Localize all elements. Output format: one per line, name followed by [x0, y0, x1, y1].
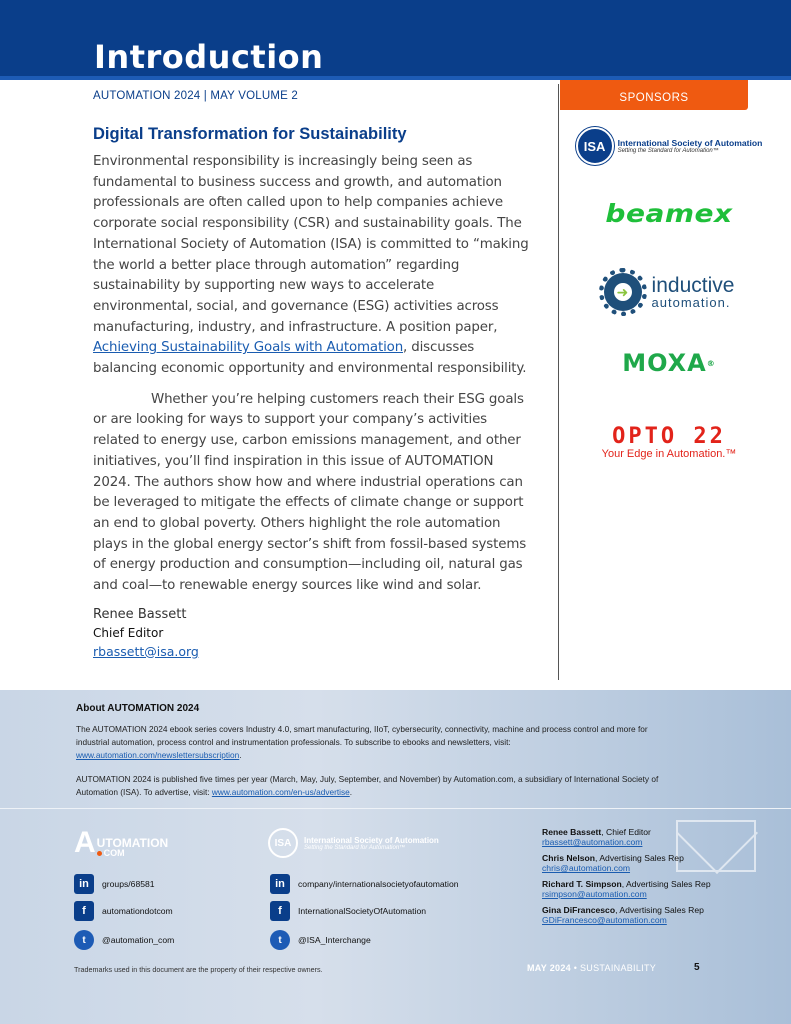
footer-separator: • — [570, 963, 580, 973]
contact-email-link[interactable]: rbassett@automation.com — [542, 837, 643, 847]
contact-title: , Advertising Sales Rep — [595, 853, 684, 863]
opto22-name: OPTO 22 — [612, 424, 726, 450]
contact-email-link[interactable]: chris@automation.com — [542, 863, 631, 873]
page-footer-label — [527, 963, 656, 973]
newsletter-subscription-link[interactable]: www.automation.com/newslettersubscription — [76, 750, 240, 760]
about-p1-end: . — [239, 750, 242, 760]
sustainability-paper-link[interactable]: Achieving Sustainability Goals with Automation — [93, 340, 404, 356]
contact-title: , Advertising Sales Rep — [615, 905, 704, 915]
about-paragraph-1 — [76, 723, 676, 762]
column-divider — [558, 84, 559, 680]
contact-email-link[interactable]: GDiFrancesco@automation.com — [542, 915, 667, 925]
isa-name: International Society of Automation — [617, 138, 763, 148]
isa-footer-logo[interactable] — [268, 828, 439, 858]
arrow-right-icon: ➜ — [614, 283, 632, 301]
isa-footer-tagline: Setting the Standard for Automation™ — [304, 844, 406, 851]
about-paragraph-2 — [76, 773, 676, 799]
footer-section: SUSTAINABILITY — [580, 963, 657, 973]
opto22-tagline: Your Edge in Automation.™ — [601, 448, 737, 461]
isa-twitter-text: @ISA_Interchange — [298, 935, 371, 945]
auto-linkedin-text: groups/68581 — [102, 879, 155, 889]
about-p1-text: The AUTOMATION 2024 ebook series covers Industry 4.0, smart manufacturing, IIoT, cybersecurity, connectivity, machine and process control and more for industrial automation, process control and instrumentation professionals. To subscribe to ebooks and newsletters, visit: — [76, 724, 648, 747]
author-name: Renee Bassett — [93, 606, 187, 622]
about-p2-text: AUTOMATION 2024 is published five times per year (March, May, July, September, and November) by Automation.com, a subsidiary of International Society of Automation (ISA). To advertise, visit: — [76, 774, 659, 797]
isa-linkedin-link[interactable] — [270, 874, 459, 894]
opto22-sponsor-logo[interactable] — [560, 424, 778, 464]
contact-item — [542, 853, 762, 873]
gear-icon — [604, 273, 642, 311]
contact-name: Renee Bassett — [542, 827, 602, 837]
footer-issue: MAY 2024 — [527, 963, 571, 973]
article — [93, 125, 533, 660]
isa-facebook-link[interactable] — [270, 901, 426, 921]
inductive-automation-sponsor-logo[interactable] — [560, 270, 778, 314]
p1-text: Environmental responsibility is increasingly being seen as fundamental to business success and growth, and automation professionals are often called upon to help companies achieve corporate social responsibility (CSR) and sustainability goals. The International Society of Automation (ISA) is committed to “making the world a better place through automation” regarding sustainability by supporting new ways to accelerate environmental, social, and governance (ESG) activities across manufacturing, industry, and infrastructure. A position paper, — [93, 154, 529, 335]
isa-twitter-link[interactable] — [270, 930, 371, 950]
contact-item — [542, 905, 762, 925]
author-email-link[interactable]: rbassett@isa.org — [93, 643, 199, 659]
automation-logo-line2: COM — [103, 848, 125, 858]
contact-name: Gina DiFrancesco — [542, 905, 616, 915]
isa-tagline: Setting the Standard for Automation™ — [617, 148, 719, 154]
contact-item — [542, 827, 762, 847]
isa-linkedin-text: company/internationalsocietyofautomation — [298, 879, 459, 889]
contact-email-link[interactable]: rsimpson@automation.com — [542, 889, 647, 899]
p1-text-end: , discusses balancing economic opportunity and environmental responsibility. — [93, 340, 527, 377]
about-p2-end: . — [349, 787, 353, 797]
article-paragraph-1 — [93, 152, 533, 380]
contact-title: , Advertising Sales Rep — [621, 879, 711, 889]
contact-item — [542, 879, 762, 899]
twitter-icon: t — [270, 930, 290, 950]
trademark-notice: Trademarks used in this document are the property of their respective owners. — [74, 965, 323, 974]
facebook-icon: f — [270, 901, 290, 921]
about-title: About AUTOMATION 2024 — [76, 703, 200, 714]
isa-facebook-text: InternationalSocietyOfAutomation — [298, 906, 427, 916]
moxa-sponsor-logo[interactable] — [560, 350, 778, 376]
author-role: Chief Editor — [93, 625, 164, 640]
sponsors-tab: SPONSORS — [560, 84, 748, 110]
contact-name: Richard T. Simpson — [542, 879, 622, 889]
auto-linkedin-link[interactable] — [74, 874, 155, 894]
linkedin-icon: in — [270, 874, 290, 894]
isa-badge-icon: ISA — [576, 127, 614, 165]
inductive-line1: inductive — [651, 274, 735, 297]
contact-title: , Chief Editor — [601, 827, 651, 837]
facebook-icon: f — [74, 901, 94, 921]
header-bar — [0, 0, 791, 80]
contacts-list — [542, 827, 762, 931]
auto-facebook-text: automationdotcom — [102, 906, 173, 916]
footer-divider — [0, 808, 791, 809]
article-heading: Digital Transformation for Sustainability — [93, 125, 407, 143]
article-paragraph-2: Whether you’re helping customers reach their ESG goals or are looking for ways to support your company’s activities related to energy use, carbon emissions management, and other initiatives, you’ll find inspiration in this issue of AUTOMATION 2024. The authors show how and where industrial operations can be leveraged to mitigate the effects of climate change or support an end to global poverty. Others highlight the role automation plays in the global energy sector’s shift from fossil-based systems of energy production and consumption—including oil, natural gas and coal—to renewable energy sources like wind and solar. — [93, 391, 527, 594]
isa-footer-badge-icon: ISA — [268, 828, 298, 858]
advertise-link[interactable]: www.automation.com/en-us/advertise — [211, 787, 350, 797]
contact-name: Chris Nelson — [542, 853, 596, 863]
moxa-name: MOXA — [622, 349, 707, 377]
automation-logo-letter: A — [74, 826, 96, 859]
page-number: 5 — [694, 962, 700, 973]
auto-facebook-link[interactable] — [74, 901, 173, 921]
inductive-line2: automation. — [651, 295, 731, 310]
issue-line: AUTOMATION 2024 | MAY VOLUME 2 — [93, 90, 298, 102]
orange-dot-icon — [97, 851, 102, 856]
linkedin-icon: in — [74, 874, 94, 894]
isa-footer-name: International Society of Automation — [304, 835, 439, 845]
isa-sponsor-logo[interactable] — [560, 124, 778, 168]
moxa-registered-mark: ® — [706, 358, 716, 368]
beamex-sponsor-logo[interactable]: beamex — [605, 198, 733, 228]
automation-com-logo[interactable] — [74, 826, 169, 859]
automation-logo-line1: UTOMATION — [96, 836, 169, 850]
signature — [93, 607, 533, 660]
auto-twitter-text: @automation_com — [102, 935, 175, 945]
twitter-icon: t — [74, 930, 94, 950]
page-title: Introduction — [94, 38, 324, 76]
auto-twitter-link[interactable] — [74, 930, 174, 950]
about-section — [76, 703, 676, 810]
